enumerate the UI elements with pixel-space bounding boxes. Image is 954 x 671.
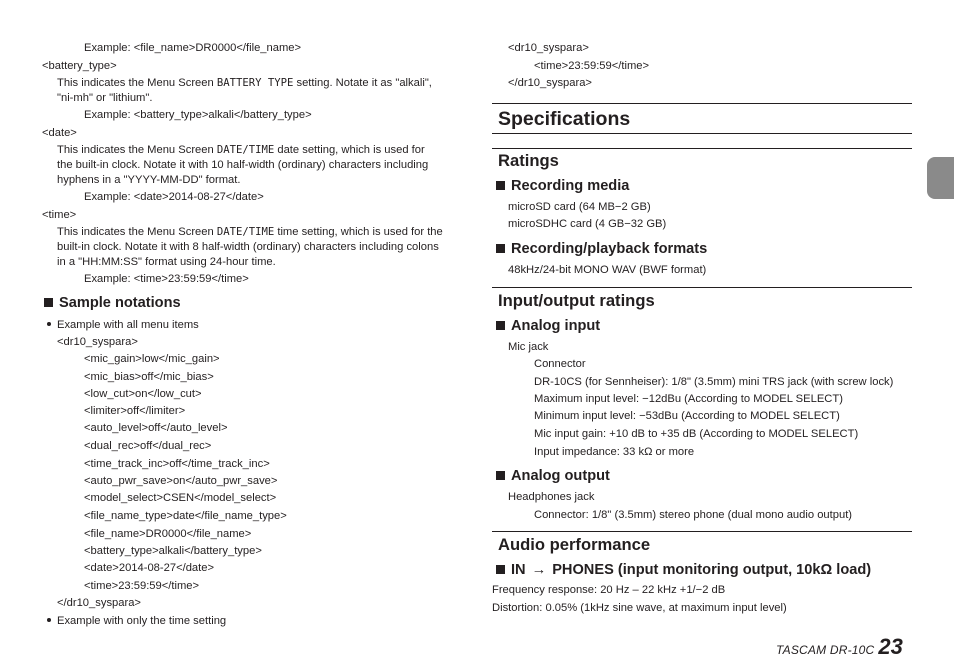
code-line: <auto_level>off</auto_level> (84, 422, 228, 434)
text-line: in a "HH:MM:SS" format using 24-hour time. (57, 256, 276, 268)
text-line: the built-in clock. Notate it with 10 half-width (ordinary) characters including (57, 159, 429, 171)
code-line: <mic_bias>off</mic_bias> (84, 371, 214, 383)
square-bullet-icon (44, 298, 53, 307)
section-heading-io-ratings: Input/output ratings (498, 291, 655, 310)
text-line: This indicates the Menu Screen BATTERY TYPE setting. Notate it as "alkali", (57, 77, 432, 89)
text-line: "ni-mh" or "lithium". (57, 92, 153, 104)
text-line: Connector: 1/8" (3.5mm) stereo phone (dual mono audio output) (534, 509, 853, 521)
section-heading-audio-performance: Audio performance (498, 535, 651, 554)
code-line: <time>23:59:59</time> (534, 60, 650, 72)
code-line: <dual_rec>off</dual_rec> (84, 440, 212, 452)
divider (492, 148, 912, 149)
chapter-tab (927, 157, 954, 199)
text-line: This indicates the Menu Screen DATE/TIME time setting, which is used for the (57, 226, 443, 238)
footer-brand: TASCAM DR-10C (776, 643, 875, 657)
menu-item-name: DATE/TIME (216, 144, 275, 156)
text-line: This indicates the Menu Screen DATE/TIME date setting, which is used for (57, 144, 425, 156)
text-line: 48kHz/24-bit MONO WAV (BWF format) (508, 264, 707, 276)
code-line: <date>2014-08-27</date> (84, 562, 215, 574)
section-heading-ratings: Ratings (498, 151, 559, 170)
text-line: Example: <file_name>DR0000</file_name> (84, 42, 302, 54)
text-line: Example with all menu items (57, 319, 199, 331)
menu-item-name: BATTERY TYPE (216, 77, 294, 89)
code-line: <mic_gain>low</mic_gain> (84, 353, 220, 365)
code-line: <battery_type>alkali</battery_type> (84, 545, 262, 557)
text-line: Example: <date>2014-08-27</date> (84, 191, 264, 203)
text-line: <battery_type> (42, 60, 117, 72)
text-line: Example: <time>23:59:59</time> (84, 273, 249, 285)
bullet-icon (47, 618, 51, 622)
text-line: Example: <battery_type>alkali</battery_type> (84, 109, 312, 121)
square-bullet-icon (496, 244, 505, 253)
text-line: Distortion: 0.05% (1kHz sine wave, at maximum input level) (492, 602, 787, 614)
code-line: <model_select>CSEN</model_select> (84, 492, 277, 504)
divider (492, 133, 912, 134)
divider (492, 287, 912, 288)
subheading-recording-media: Recording media (496, 177, 629, 195)
code-line: <low_cut>on</low_cut> (84, 388, 202, 400)
square-bullet-icon (496, 565, 505, 574)
text-line: <date> (42, 127, 77, 139)
text-line: Connector (534, 358, 586, 370)
text-line: Mic input gain: +10 dB to +35 dB (According to MODEL SELECT) (534, 428, 859, 440)
code-line: <file_name>DR0000</file_name> (84, 528, 252, 540)
arrow-right-icon: → (531, 562, 547, 578)
text-line: microSDHC card (4 GB−32 GB) (508, 218, 667, 230)
square-bullet-icon (496, 321, 505, 330)
code-line: <limiter>off</limiter> (84, 405, 186, 417)
bullet-icon (47, 322, 51, 326)
code-line: <time_track_inc>off</time_track_inc> (84, 458, 270, 470)
code-line: </dr10_syspara> (508, 77, 592, 89)
square-bullet-icon (496, 471, 505, 480)
text-line: DR-10CS (for Sennheiser): 1/8" (3.5mm) mini TRS jack (with screw lock) (534, 376, 894, 388)
code-line: <dr10_syspara> (508, 42, 589, 54)
menu-item-name: DATE/TIME (216, 226, 275, 238)
code-line: </dr10_syspara> (57, 597, 141, 609)
subheading-analog-output: Analog output (496, 467, 610, 485)
subheading-recording-formats: Recording/playback formats (496, 240, 707, 258)
section-heading-sample-notations: Sample notations (44, 294, 181, 312)
text-line: Example with only the time setting (57, 615, 227, 627)
text-line: Minimum input level: −53dBu (According to MODEL SELECT) (534, 410, 840, 422)
page-title: Specifications (498, 108, 631, 130)
text-line: <time> (42, 209, 77, 221)
divider (492, 531, 912, 532)
divider (492, 103, 912, 104)
text-line: Headphones jack (508, 491, 595, 503)
page-number: 23 (878, 634, 903, 659)
text-line: Frequency response: 20 Hz – 22 kHz +1/−2 dB (492, 584, 726, 596)
code-line: <auto_pwr_save>on</auto_pwr_save> (84, 475, 278, 487)
page-footer (776, 634, 903, 660)
subheading-analog-input: Analog input (496, 317, 600, 335)
subheading-in-to-phones: IN → PHONES (input monitoring output, 10kΩ load) (496, 561, 871, 579)
text-line: microSD card (64 MB−2 GB) (508, 201, 651, 213)
square-bullet-icon (496, 181, 505, 190)
text-line: hyphens in a "YYYY-MM-DD" format. (57, 174, 241, 186)
text-line: Maximum input level: −12dBu (According to MODEL SELECT) (534, 393, 843, 405)
code-line: <time>23:59:59</time> (84, 580, 200, 592)
code-line: <file_name_type>date</file_name_type> (84, 510, 287, 522)
code-line: <dr10_syspara> (57, 336, 138, 348)
text-line: Input impedance: 33 kΩ or more (534, 446, 695, 458)
text-line: Mic jack (508, 341, 549, 353)
text-line: built-in clock. Notate it with 8 half-width (ordinary) characters including colons (57, 241, 439, 253)
